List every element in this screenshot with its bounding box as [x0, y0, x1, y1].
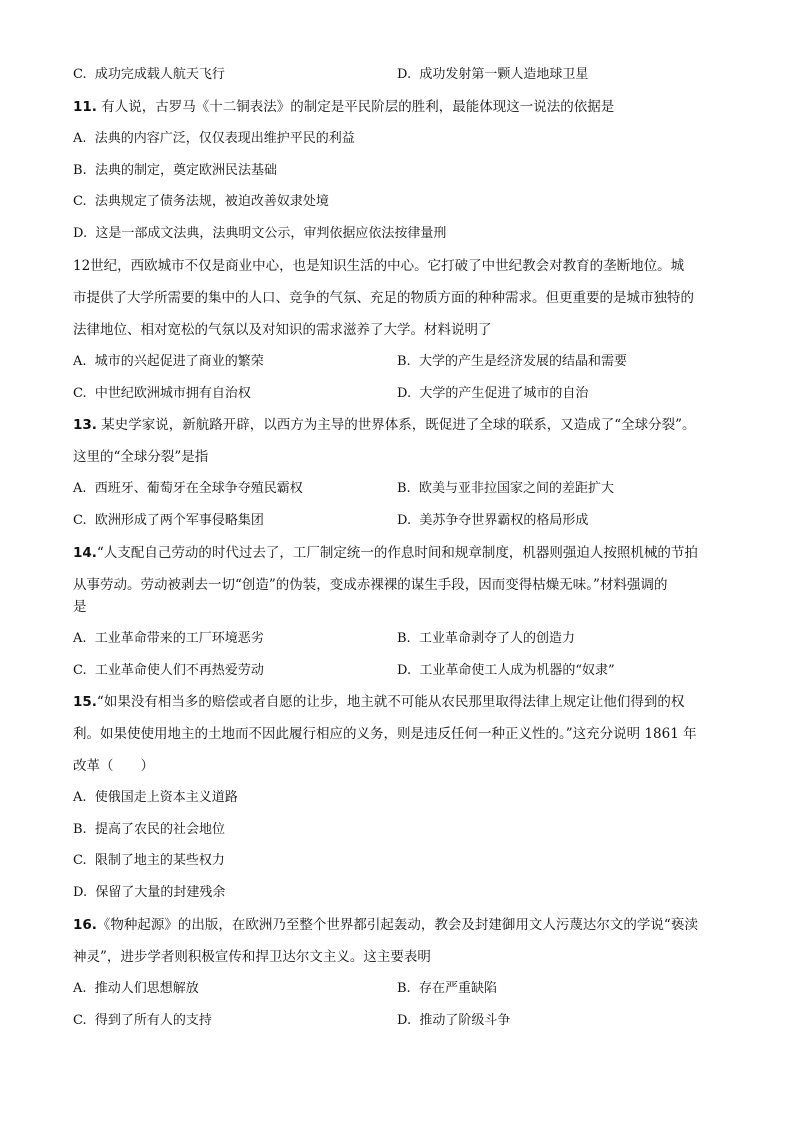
q12-option-c: C. 中世纪欧洲城市拥有自治权 [73, 386, 251, 401]
q14-option-a: A. 工业革命带来的工厂环境恶劣 [73, 631, 264, 646]
q14-option-b: B. 工业革命剥夺了人的创造力 [397, 631, 575, 646]
q16-option-d: D. 推动了阶级斗争 [397, 1013, 511, 1028]
q13-stem-line-1: 13. 某史学家说，新航路开辟，以西方为主导的世界体系，既促进了全球的联系，又造成了“全球分裂”。 [73, 417, 696, 433]
q16-option-c: C. 得到了所有人的支持 [73, 1013, 212, 1028]
q11-stem: 11. 有人说，古罗马《十二铜表法》的制定是平民阶层的胜利，最能体现这一说法的依据是 [73, 99, 615, 115]
q14-number: 14. [73, 545, 97, 561]
q11-option-a: A. 法典的内容广泛，仅仅表现出维护平民的利益 [73, 131, 355, 146]
q10-option-c: C. 成功完成载人航天飞行 [73, 67, 225, 82]
q16-stem-line-1: 16.《物种起源》的出版，在欧洲乃至整个世界都引起轰动，教会及封建御用文人污蔑达尔文的学说“亵渎 [73, 917, 698, 933]
q15-stem-line-2: 利。如果使使用地主的土地而不因此履行相应的义务，则是违反任何一种正义性的。”这充分说明 1861 年 [73, 726, 697, 742]
q15-option-d: D. 保留了大量的封建残余 [73, 885, 226, 900]
q12-option-a: A. 城市的兴起促进了商业的繁荣 [73, 354, 264, 369]
q16-stem-line-2: 神灵”，进步学者则积极宣传和捍卫达尔文主义。这主要表明 [73, 949, 431, 965]
q11-option-d: D. 这是一部成文法典，法典明文公示，审判依据应依法按律量刑 [73, 226, 447, 241]
q14-stem-line-2: 从事劳动。劳动被剥去一切“创造”的伪装，变成赤裸裸的谋生手段，因而变得枯燥无味。”材料强调的 [73, 577, 668, 593]
q11-number: 11. [73, 99, 97, 115]
q11-option-b: B. 法典的制定，奠定欧洲民法基础 [73, 163, 277, 178]
q10-option-d: D. 成功发射第一颗人造地球卫星 [397, 67, 589, 82]
q15-number: 15. [73, 694, 97, 710]
q12-option-b: B. 大学的产生是经济发展的结晶和需要 [397, 354, 627, 369]
q12-option-d: D. 大学的产生促进了城市的自治 [397, 386, 589, 401]
q13-number: 13. [73, 417, 97, 433]
q12-stem-line-3: 法律地位、相对宽松的气氛以及对知识的需求滋养了大学。材料说明了 [73, 322, 492, 338]
q14-stem-line-1: 14.“人支配自己劳动的时代过去了，工厂制定统一的作息时间和规章制度，机器则强迫人按照机械的节拍 [73, 545, 698, 561]
q16-option-a: A. 推动人们思想解放 [73, 981, 199, 996]
q13-option-c: C. 欧洲形成了两个军事侵略集团 [73, 513, 264, 528]
q13-option-d: D. 美苏争夺世界霸权的格局形成 [397, 513, 589, 528]
q12-stem-line-2: 市提供了大学所需要的集中的人口、竞争的气氛、充足的物质方面的种种需求。但更重要的是城市独特的 [73, 290, 694, 306]
q15-option-b: B. 提高了农民的社会地位 [73, 822, 225, 837]
q13-option-a: A. 西班牙、葡萄牙在全球争夺殖民霸权 [73, 481, 303, 496]
q14-option-c: C. 工业革命使人们不再热爱劳动 [73, 663, 264, 678]
q16-number: 16. [73, 917, 97, 933]
q14-option-d: D. 工业革命使工人成为机器的“奴隶” [397, 663, 615, 678]
q15-option-c: C. 限制了地主的某些权力 [73, 853, 225, 868]
q15-option-a: A. 使俄国走上资本主义道路 [73, 790, 238, 805]
q15-stem-line-1: 15.“如果没有相当多的赔偿或者自愿的让步，地主就不可能从农民那里取得法律上规定让他们得到的权 [73, 694, 685, 710]
q15-stem-line-3: 改革（ ） [73, 758, 154, 774]
q13-stem-line-2: 这里的“全球分裂”是指 [73, 449, 209, 465]
q12-stem-line-1: 12世纪，西欧城市不仅是商业中心，也是知识生活的中心。它打破了中世纪教会对教育的垄断地位。城 [73, 258, 685, 274]
q13-option-b: B. 欧美与亚非拉国家之间的差距扩大 [397, 481, 614, 496]
q14-stem-line-3: 是 [73, 599, 87, 615]
q11-option-c: C. 法典规定了债务法规，被迫改善奴隶处境 [73, 194, 329, 209]
q16-option-b: B. 存在严重缺陷 [397, 981, 497, 996]
